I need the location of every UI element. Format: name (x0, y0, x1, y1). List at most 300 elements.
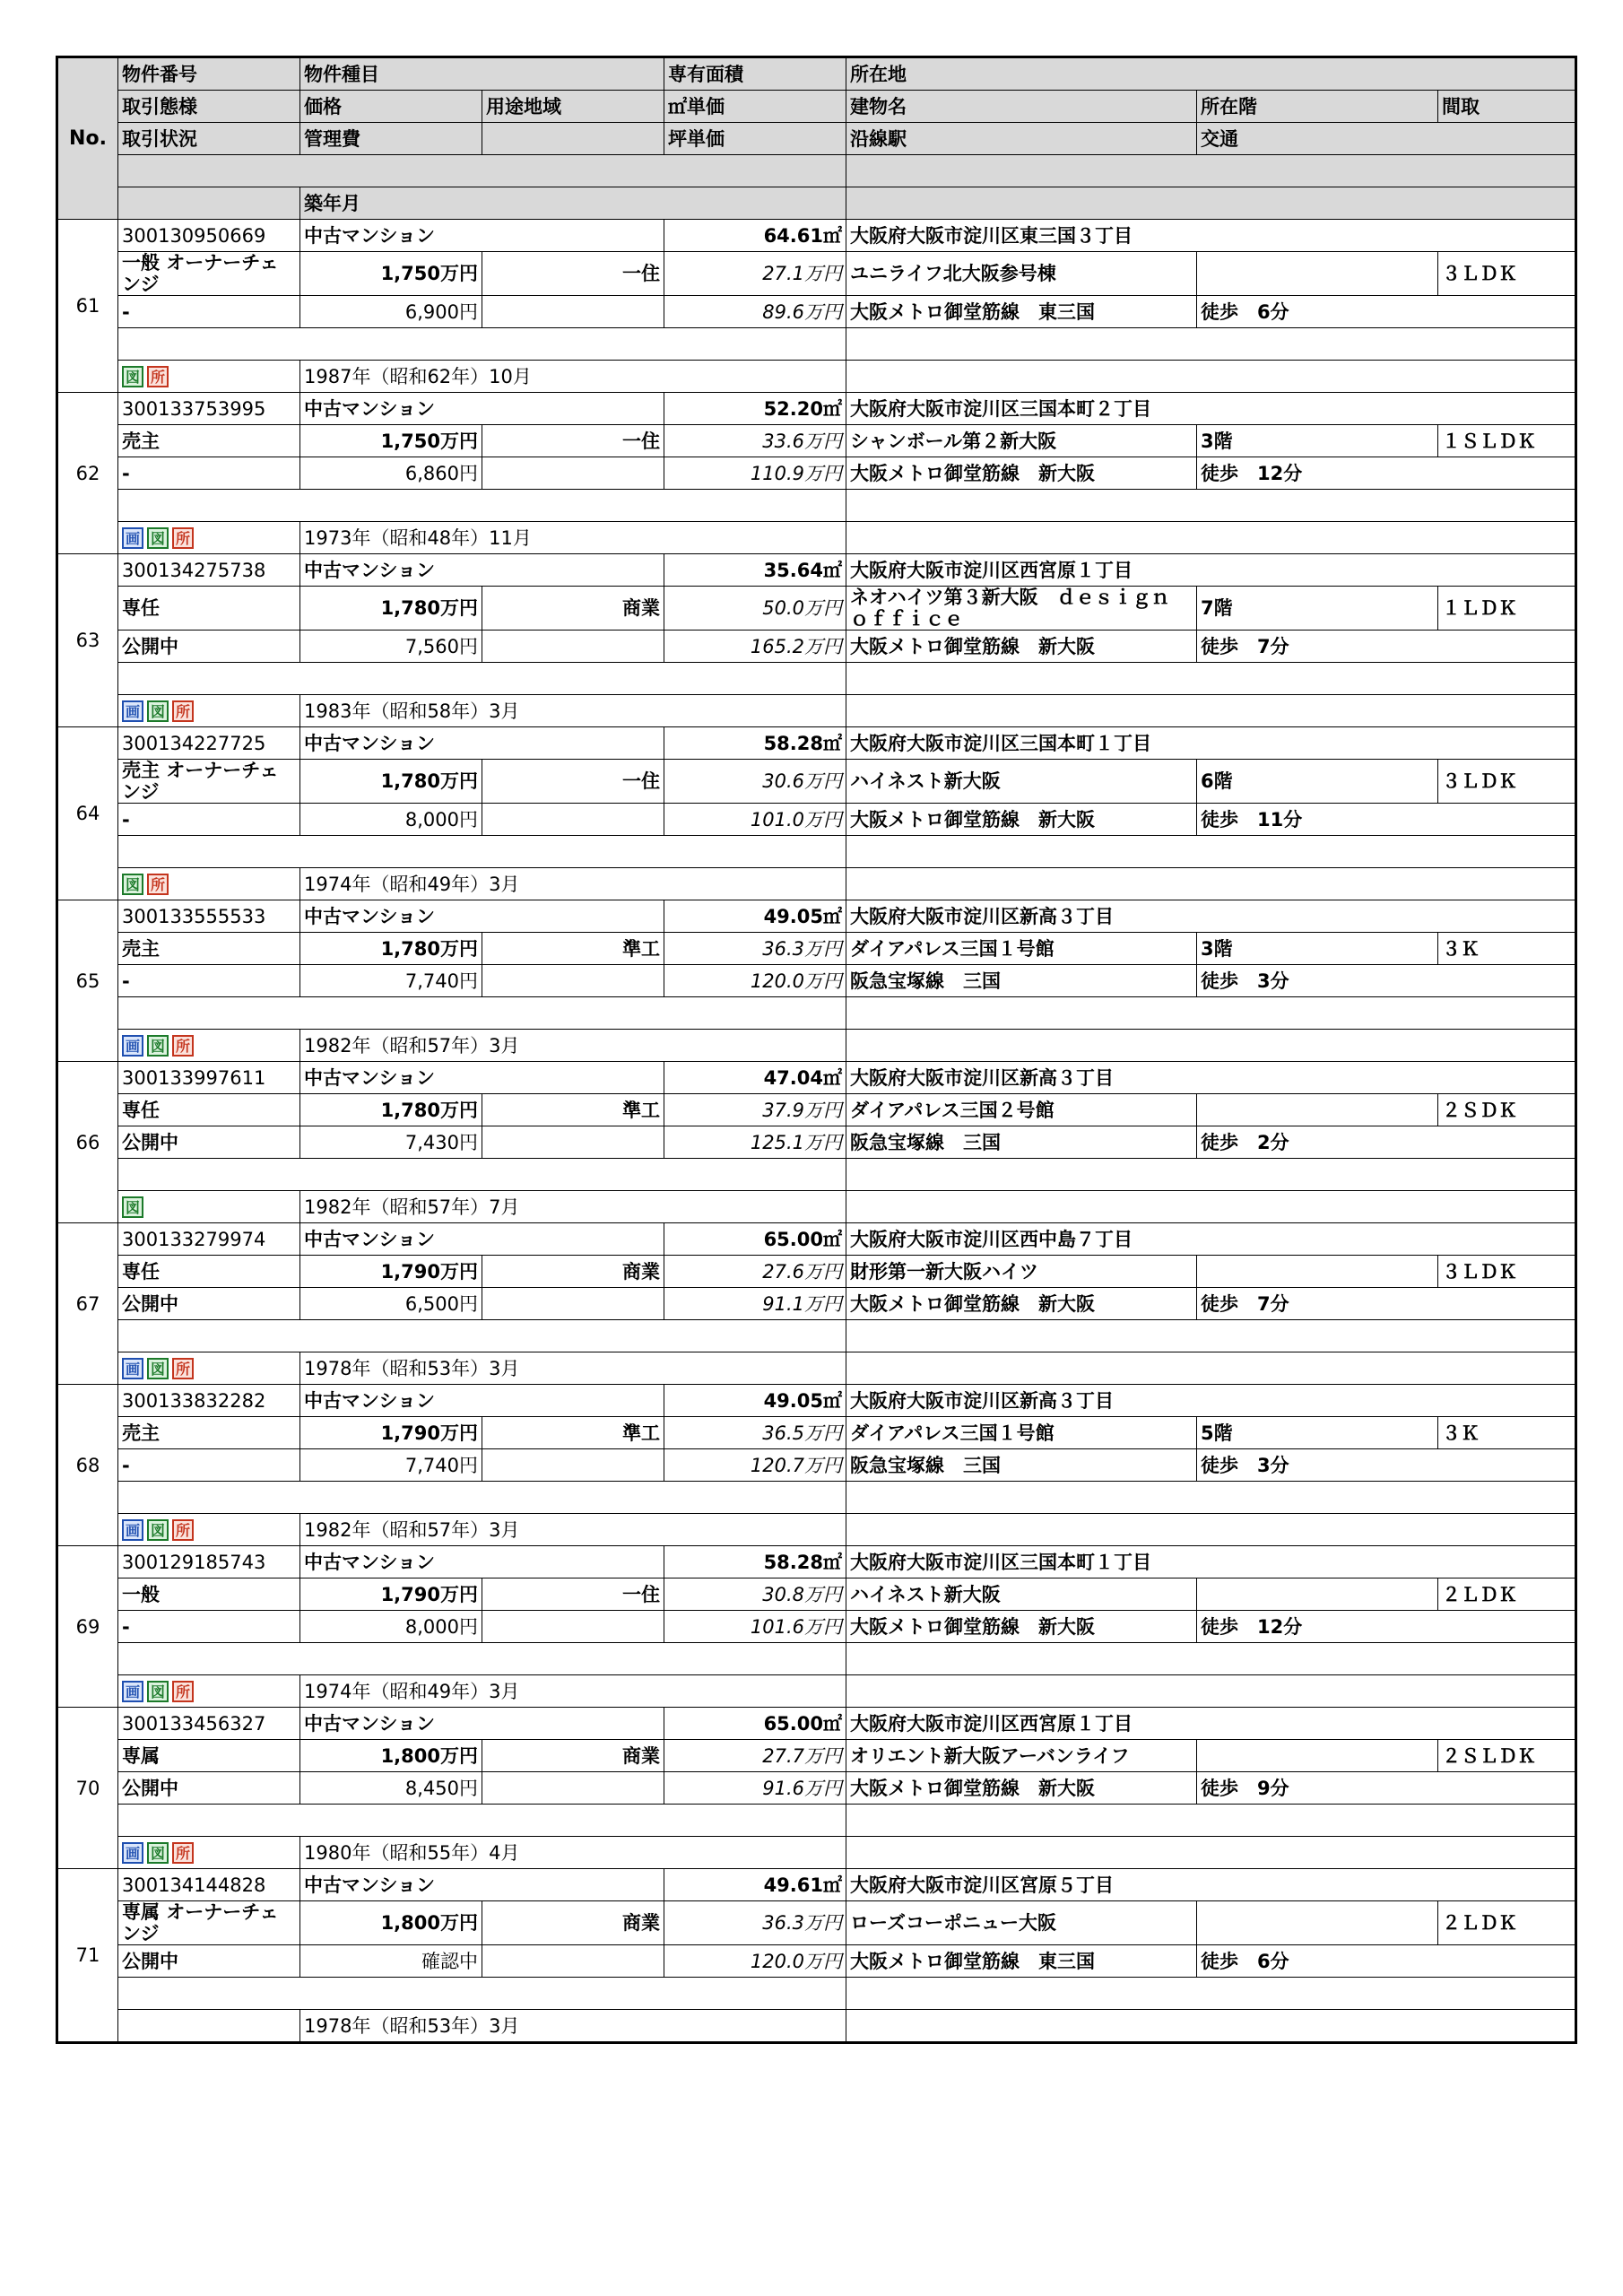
address: 大阪府大阪市淀川区三国本町２丁目 (846, 393, 1576, 425)
access: 徒歩 7分 (1197, 631, 1576, 663)
unit-price: 30.6万円 (664, 760, 846, 804)
photo-icon[interactable]: 画 (122, 1358, 143, 1379)
floorplan-icon[interactable]: 図 (147, 1519, 169, 1541)
row-number: 70 (57, 1708, 118, 1869)
floor (1197, 1901, 1438, 1945)
management-fee: 確認中 (300, 1945, 482, 1978)
table-row (57, 490, 1576, 522)
tsubo-price: 125.1万円 (664, 1126, 846, 1159)
empty-cell (846, 1837, 1576, 1869)
blank-cell (846, 836, 1576, 868)
zoning: 準工 (482, 933, 664, 965)
table-row (57, 760, 1576, 804)
built-date: 1987年（昭和62年）10月 (300, 361, 846, 393)
table-row (57, 933, 1576, 965)
photo-icon[interactable]: 画 (122, 1842, 143, 1864)
blank-cell (846, 328, 1576, 361)
zoning: 一住 (482, 425, 664, 457)
management-fee: 8,450円 (300, 1772, 482, 1805)
photo-icon[interactable]: 画 (122, 1519, 143, 1541)
address: 大阪府大阪市淀川区東三国３丁目 (846, 220, 1576, 252)
blank-cell (846, 1805, 1576, 1837)
management-fee: 6,900円 (300, 296, 482, 328)
table-row (57, 361, 1576, 393)
property-type: 中古マンション (300, 727, 664, 760)
deal-type: 専属 オーナーチェンジ (118, 1901, 300, 1945)
address: 大阪府大阪市淀川区新高３丁目 (846, 900, 1576, 933)
table-row (57, 727, 1576, 760)
property-id: 300133555533 (118, 900, 300, 933)
row-number: 69 (57, 1546, 118, 1708)
header-area: 専有面積 (664, 57, 846, 91)
deal-type: 売主 オーナーチェンジ (118, 760, 300, 804)
floor: 6階 (1197, 760, 1438, 804)
unit-price: 27.6万円 (664, 1256, 846, 1288)
row-number: 63 (57, 554, 118, 727)
header-management-fee: 管理費 (300, 123, 482, 155)
table-row (57, 1772, 1576, 1805)
deal-status: 公開中 (118, 1288, 300, 1320)
table-row (57, 1126, 1576, 1159)
location-icon[interactable]: 所 (172, 1842, 194, 1864)
blank-cell (846, 663, 1576, 695)
listing-table (56, 56, 1577, 2044)
management-fee: 6,860円 (300, 457, 482, 490)
property-id: 300134275738 (118, 554, 300, 587)
tsubo-price: 91.6万円 (664, 1772, 846, 1805)
deal-status: 公開中 (118, 1772, 300, 1805)
zoning: 準工 (482, 1094, 664, 1126)
deal-status: - (118, 1449, 300, 1482)
blank-cell (846, 1482, 1576, 1514)
row-number: 65 (57, 900, 118, 1062)
empty-cell (846, 1352, 1576, 1385)
table-row (57, 1514, 1576, 1546)
access: 徒歩 9分 (1197, 1772, 1576, 1805)
line-station: 大阪メトロ御堂筋線 東三国 (846, 296, 1197, 328)
table-row (57, 1901, 1576, 1945)
table-row (57, 328, 1576, 361)
table-row (57, 457, 1576, 490)
row-number: 61 (57, 220, 118, 393)
deal-type: 専任 (118, 587, 300, 631)
floorplan-icon[interactable]: 図 (122, 874, 143, 895)
building-name: ローズコーポニュー大阪 (846, 1901, 1197, 1945)
deal-status: - (118, 457, 300, 490)
access: 徒歩 11分 (1197, 804, 1576, 836)
property-id: 300133832282 (118, 1385, 300, 1417)
blank-cell (846, 490, 1576, 522)
table-row (57, 425, 1576, 457)
floorplan-icon[interactable]: 図 (147, 1842, 169, 1864)
deal-type: 一般 オーナーチェンジ (118, 252, 300, 296)
management-fee: 7,740円 (300, 965, 482, 997)
table-row (57, 663, 1576, 695)
access: 徒歩 3分 (1197, 965, 1576, 997)
built-date: 1980年（昭和55年）4月 (300, 1837, 846, 1869)
management-fee: 8,000円 (300, 804, 482, 836)
header-blank (118, 155, 846, 187)
floor (1197, 1740, 1438, 1772)
floor (1197, 1256, 1438, 1288)
empty-cell (846, 2010, 1576, 2043)
table-row (57, 1191, 1576, 1223)
table-row (57, 2010, 1576, 2043)
empty-cell (482, 631, 664, 663)
building-name: ダイアパレス三国１号館 (846, 933, 1197, 965)
management-fee: 7,430円 (300, 1126, 482, 1159)
unit-price: 36.5万円 (664, 1417, 846, 1449)
photo-icon[interactable]: 画 (122, 527, 143, 549)
table-row (57, 587, 1576, 631)
header-access: 交通 (1197, 123, 1576, 155)
line-station: 阪急宝塚線 三国 (846, 965, 1197, 997)
management-fee: 7,740円 (300, 1449, 482, 1482)
deal-type: 売主 (118, 1417, 300, 1449)
access: 徒歩 7分 (1197, 1288, 1576, 1320)
building-name: オリエント新大阪アーバンライフ (846, 1740, 1197, 1772)
location-icon[interactable]: 所 (172, 527, 194, 549)
table-header (57, 57, 1576, 220)
deal-status: - (118, 965, 300, 997)
empty-cell (482, 296, 664, 328)
blank-cell (118, 1978, 846, 2010)
property-type: 中古マンション (300, 1708, 664, 1740)
blank-cell (118, 836, 846, 868)
location-icon[interactable]: 所 (172, 700, 194, 722)
price: 1,750万円 (300, 252, 482, 296)
floor (1197, 252, 1438, 296)
property-type: 中古マンション (300, 1546, 664, 1578)
area: 49.05㎡ (664, 1385, 846, 1417)
layout: ２ＳＤＫ (1438, 1094, 1576, 1126)
blank-cell (846, 1159, 1576, 1191)
location-icon[interactable]: 所 (172, 1358, 194, 1379)
blank-cell (118, 1159, 846, 1191)
table-row (57, 1094, 1576, 1126)
zoning: 商業 (482, 1256, 664, 1288)
layout: ３Ｋ (1438, 933, 1576, 965)
document-icons (118, 361, 300, 393)
table-row (57, 1978, 1576, 2010)
empty-cell (482, 457, 664, 490)
property-type: 中古マンション (300, 1062, 664, 1094)
access: 徒歩 12分 (1197, 1611, 1576, 1643)
header-empty (846, 187, 1576, 220)
table-row (57, 900, 1576, 933)
empty-cell (846, 695, 1576, 727)
unit-price: 30.8万円 (664, 1578, 846, 1611)
floor: 5階 (1197, 1417, 1438, 1449)
empty-cell (482, 1945, 664, 1978)
building-name: ハイネスト新大阪 (846, 760, 1197, 804)
price: 1,780万円 (300, 1094, 482, 1126)
photo-icon[interactable]: 画 (122, 1681, 143, 1702)
zoning: 商業 (482, 587, 664, 631)
area: 65.00㎡ (664, 1223, 846, 1256)
layout: ２ＳＬＤＫ (1438, 1740, 1576, 1772)
building-name: 財形第一新大阪ハイツ (846, 1256, 1197, 1288)
price: 1,790万円 (300, 1256, 482, 1288)
property-type: 中古マンション (300, 554, 664, 587)
area: 52.20㎡ (664, 393, 846, 425)
access: 徒歩 2分 (1197, 1126, 1576, 1159)
location-icon[interactable]: 所 (172, 1681, 194, 1702)
header-price: 価格 (300, 91, 482, 123)
document-icons (118, 1675, 300, 1708)
access: 徒歩 6分 (1197, 1945, 1576, 1978)
table-row (57, 836, 1576, 868)
building-name: シャンボール第２新大阪 (846, 425, 1197, 457)
empty-cell (482, 1288, 664, 1320)
line-station: 大阪メトロ御堂筋線 新大阪 (846, 804, 1197, 836)
tsubo-price: 120.0万円 (664, 1945, 846, 1978)
tsubo-price: 165.2万円 (664, 631, 846, 663)
table-row (57, 965, 1576, 997)
table-row (57, 1546, 1576, 1578)
table-row (57, 1611, 1576, 1643)
empty-cell (482, 1772, 664, 1805)
layout: ３ＬＤＫ (1438, 1256, 1576, 1288)
address: 大阪府大阪市淀川区西中島７丁目 (846, 1223, 1576, 1256)
table-row (57, 1320, 1576, 1352)
document-icons (118, 1352, 300, 1385)
deal-type: 専属 (118, 1740, 300, 1772)
header-property-type: 物件種目 (300, 57, 664, 91)
unit-price: 36.3万円 (664, 1901, 846, 1945)
blank-cell (118, 663, 846, 695)
property-id: 300133753995 (118, 393, 300, 425)
unit-price: 37.9万円 (664, 1094, 846, 1126)
blank-cell (846, 997, 1576, 1030)
deal-status: 公開中 (118, 631, 300, 663)
document-icons (118, 1191, 300, 1223)
built-date: 1974年（昭和49年）3月 (300, 868, 846, 900)
built-date: 1982年（昭和57年）3月 (300, 1514, 846, 1546)
row-number: 66 (57, 1062, 118, 1223)
deal-type: 売主 (118, 933, 300, 965)
document-icons (118, 522, 300, 554)
header-empty (482, 123, 664, 155)
blank-cell (846, 1643, 1576, 1675)
header-zoning: 用途地域 (482, 91, 664, 123)
property-id: 300134144828 (118, 1869, 300, 1901)
table-row (57, 1352, 1576, 1385)
building-name: ダイアパレス三国１号館 (846, 1417, 1197, 1449)
table-row (57, 868, 1576, 900)
price: 1,790万円 (300, 1578, 482, 1611)
zoning: 一住 (482, 252, 664, 296)
location-icon[interactable]: 所 (172, 1519, 194, 1541)
property-id: 300129185743 (118, 1546, 300, 1578)
table-row (57, 1417, 1576, 1449)
building-name: ユニライフ北大阪参号棟 (846, 252, 1197, 296)
price: 1,800万円 (300, 1901, 482, 1945)
row-number: 67 (57, 1223, 118, 1385)
unit-price: 36.3万円 (664, 933, 846, 965)
table-row (57, 1675, 1576, 1708)
empty-cell (846, 522, 1576, 554)
floorplan-icon[interactable]: 図 (147, 1035, 169, 1057)
floor (1197, 1094, 1438, 1126)
floor: 3階 (1197, 933, 1438, 965)
blank-cell (118, 1643, 846, 1675)
document-icons (118, 868, 300, 900)
built-date: 1974年（昭和49年）3月 (300, 1675, 846, 1708)
address: 大阪府大阪市淀川区三国本町１丁目 (846, 1546, 1576, 1578)
header-empty (118, 187, 300, 220)
access: 徒歩 3分 (1197, 1449, 1576, 1482)
empty-cell (482, 1611, 664, 1643)
built-date: 1982年（昭和57年）3月 (300, 1030, 846, 1062)
row-number: 71 (57, 1869, 118, 2043)
table-row (57, 997, 1576, 1030)
table-row (57, 252, 1576, 296)
line-station: 大阪メトロ御堂筋線 新大阪 (846, 1772, 1197, 1805)
price: 1,750万円 (300, 425, 482, 457)
blank-cell (118, 997, 846, 1030)
deal-type: 専任 (118, 1094, 300, 1126)
empty-cell (846, 1675, 1576, 1708)
line-station: 阪急宝塚線 三国 (846, 1126, 1197, 1159)
area: 47.04㎡ (664, 1062, 846, 1094)
table-row (57, 1805, 1576, 1837)
property-type: 中古マンション (300, 1223, 664, 1256)
photo-icon[interactable]: 画 (122, 1035, 143, 1057)
blank-cell (118, 328, 846, 361)
empty-cell (846, 1191, 1576, 1223)
deal-type: 一般 (118, 1578, 300, 1611)
header-blank (846, 155, 1576, 187)
location-icon[interactable]: 所 (147, 366, 169, 387)
document-icons (118, 1837, 300, 1869)
floor: 3階 (1197, 425, 1438, 457)
building-name: ダイアパレス三国２号館 (846, 1094, 1197, 1126)
header-line-station: 沿線駅 (846, 123, 1197, 155)
deal-status: - (118, 1611, 300, 1643)
address: 大阪府大阪市淀川区西宮原１丁目 (846, 1708, 1576, 1740)
floor: 7階 (1197, 587, 1438, 631)
tsubo-price: 101.0万円 (664, 804, 846, 836)
document-icons (118, 1514, 300, 1546)
table-row (57, 1256, 1576, 1288)
floorplan-icon[interactable]: 図 (147, 527, 169, 549)
zoning: 一住 (482, 760, 664, 804)
floorplan-icon[interactable]: 図 (122, 366, 143, 387)
row-number: 68 (57, 1385, 118, 1546)
unit-price: 50.0万円 (664, 587, 846, 631)
table-row (57, 554, 1576, 587)
zoning: 商業 (482, 1901, 664, 1945)
floorplan-icon[interactable]: 図 (122, 1196, 143, 1218)
table-row (57, 1578, 1576, 1611)
access: 徒歩 6分 (1197, 296, 1576, 328)
table-row (57, 1449, 1576, 1482)
document-icons (118, 695, 300, 727)
area: 58.28㎡ (664, 727, 846, 760)
line-station: 大阪メトロ御堂筋線 新大阪 (846, 457, 1197, 490)
header-layout: 間取 (1438, 91, 1576, 123)
property-type: 中古マンション (300, 900, 664, 933)
layout: １ＳＬＤＫ (1438, 425, 1576, 457)
built-date: 1978年（昭和53年）3月 (300, 2010, 846, 2043)
price: 1,780万円 (300, 760, 482, 804)
blank-cell (846, 1320, 1576, 1352)
price: 1,780万円 (300, 933, 482, 965)
property-type: 中古マンション (300, 1869, 664, 1901)
tsubo-price: 89.6万円 (664, 296, 846, 328)
area: 65.00㎡ (664, 1708, 846, 1740)
address: 大阪府大阪市淀川区宮原５丁目 (846, 1869, 1576, 1901)
empty-cell (482, 1126, 664, 1159)
layout: ３ＬＤＫ (1438, 760, 1576, 804)
line-station: 阪急宝塚線 三国 (846, 1449, 1197, 1482)
table-row (57, 1740, 1576, 1772)
property-id: 300130950669 (118, 220, 300, 252)
empty-cell (846, 1030, 1576, 1062)
header-building: 建物名 (846, 91, 1197, 123)
table-row (57, 1869, 1576, 1901)
deal-status: - (118, 804, 300, 836)
property-id: 300134227725 (118, 727, 300, 760)
management-fee: 6,500円 (300, 1288, 482, 1320)
zoning: 商業 (482, 1740, 664, 1772)
table-row (57, 1030, 1576, 1062)
line-station: 大阪メトロ御堂筋線 新大阪 (846, 631, 1197, 663)
built-date: 1983年（昭和58年）3月 (300, 695, 846, 727)
table-row (57, 1945, 1576, 1978)
built-date: 1982年（昭和57年）7月 (300, 1191, 846, 1223)
property-type: 中古マンション (300, 393, 664, 425)
tsubo-price: 120.0万円 (664, 965, 846, 997)
header-built: 築年月 (300, 187, 846, 220)
location-icon[interactable]: 所 (147, 874, 169, 895)
location-icon[interactable]: 所 (172, 1035, 194, 1057)
floorplan-icon[interactable]: 図 (147, 1681, 169, 1702)
tsubo-price: 120.7万円 (664, 1449, 846, 1482)
layout: １ＬＤＫ (1438, 587, 1576, 631)
table-row (57, 1159, 1576, 1191)
address: 大阪府大阪市淀川区新高３丁目 (846, 1062, 1576, 1094)
header-unit-price: ㎡単価 (664, 91, 846, 123)
table-row (57, 1708, 1576, 1740)
area: 58.28㎡ (664, 1546, 846, 1578)
row-number: 62 (57, 393, 118, 554)
management-fee: 7,560円 (300, 631, 482, 663)
unit-price: 27.1万円 (664, 252, 846, 296)
listing-rows (57, 220, 1576, 2043)
floorplan-icon[interactable]: 図 (147, 700, 169, 722)
access: 徒歩 12分 (1197, 457, 1576, 490)
floorplan-icon[interactable]: 図 (147, 1358, 169, 1379)
address: 大阪府大阪市淀川区西宮原１丁目 (846, 554, 1576, 587)
table-row (57, 393, 1576, 425)
zoning: 一住 (482, 1578, 664, 1611)
built-date: 1973年（昭和48年）11月 (300, 522, 846, 554)
tsubo-price: 101.6万円 (664, 1611, 846, 1643)
blank-cell (118, 1805, 846, 1837)
blank-cell (846, 1978, 1576, 2010)
table-row (57, 695, 1576, 727)
header-deal-type: 取引態様 (118, 91, 300, 123)
line-station: 大阪メトロ御堂筋線 新大阪 (846, 1288, 1197, 1320)
deal-type: 売主 (118, 425, 300, 457)
photo-icon[interactable]: 画 (122, 700, 143, 722)
property-id: 300133997611 (118, 1062, 300, 1094)
layout: ３ＬＤＫ (1438, 252, 1576, 296)
deal-status: 公開中 (118, 1945, 300, 1978)
header-tsubo-price: 坪単価 (664, 123, 846, 155)
